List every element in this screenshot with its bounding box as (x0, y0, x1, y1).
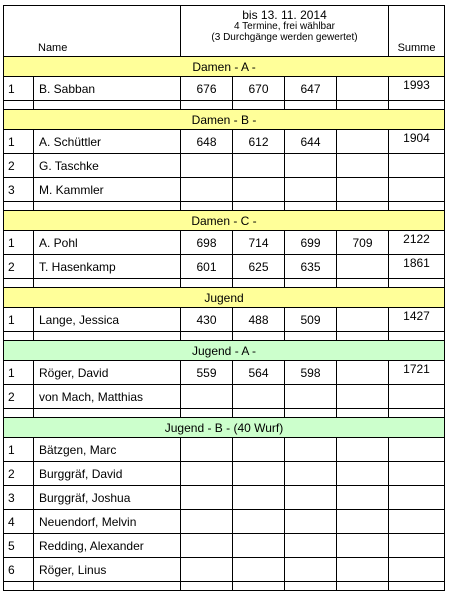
section-header-row (4, 110, 445, 130)
score-cell (233, 558, 285, 582)
sum-cell (389, 510, 445, 534)
score-cell: 698 (181, 231, 233, 255)
table-row (4, 361, 445, 385)
spacer-row (4, 279, 445, 288)
spacer-row (4, 409, 445, 418)
rank-cell: 1 (4, 361, 34, 385)
score-cell: 644 (285, 130, 337, 154)
name-cell: Neuendorf, Melvin (34, 510, 181, 534)
sum-cell: 2122 (389, 231, 445, 255)
rank-cell: 1 (4, 77, 34, 101)
sum-cell: 1721 (389, 361, 445, 385)
spacer-cell (389, 409, 445, 418)
score-cell: 647 (285, 77, 337, 101)
score-cell (337, 462, 389, 486)
spacer-cell (285, 202, 337, 211)
score-cell: 598 (285, 361, 337, 385)
rank-cell: 1 (4, 231, 34, 255)
rank-cell: 1 (4, 308, 34, 332)
sum-cell (389, 178, 445, 202)
section-header-row (4, 418, 445, 438)
score-cell (181, 510, 233, 534)
sum-cell: 1861 (389, 255, 445, 279)
score-cell (337, 534, 389, 558)
rank-cell: 2 (4, 255, 34, 279)
spacer-cell (389, 202, 445, 211)
sum-cell (389, 438, 445, 462)
sum-header: Summe (389, 6, 445, 57)
score-cell (285, 385, 337, 409)
name-cell: von Mach, Matthias (34, 385, 181, 409)
spacer-cell (233, 409, 285, 418)
score-cell (337, 308, 389, 332)
score-cell (337, 438, 389, 462)
score-cell (233, 385, 285, 409)
sum-cell (389, 558, 445, 582)
spacer-cell (389, 279, 445, 288)
name-cell: B. Sabban (34, 77, 181, 101)
score-cell (233, 486, 285, 510)
sum-cell (389, 154, 445, 178)
section-title: Jugend - B - (40 Wurf) (4, 418, 445, 438)
score-cell (181, 462, 233, 486)
name-cell: G. Taschke (34, 154, 181, 178)
sum-cell: 1904 (389, 130, 445, 154)
spacer-cell (233, 101, 285, 110)
name-cell: Burggräf, David (34, 462, 181, 486)
score-cell (181, 438, 233, 462)
score-cell: 625 (233, 255, 285, 279)
spacer-cell (285, 409, 337, 418)
spacer-cell (285, 101, 337, 110)
spacer-cell (389, 101, 445, 110)
section-title: Damen - A - (4, 57, 445, 77)
rank-cell: 3 (4, 178, 34, 202)
spacer-cell (34, 202, 181, 211)
rank-cell: 2 (4, 462, 34, 486)
spacer-cell (181, 202, 233, 211)
name-cell: Bätzgen, Marc (34, 438, 181, 462)
header-row (4, 6, 445, 57)
score-cell: 564 (233, 361, 285, 385)
spacer-row (4, 582, 445, 591)
score-cell (233, 462, 285, 486)
spacer-cell (4, 582, 34, 591)
spacer-cell (337, 582, 389, 591)
spacer-cell (34, 279, 181, 288)
table-row (4, 486, 445, 510)
score-cell (181, 534, 233, 558)
spacer-cell (4, 332, 34, 341)
spacer-cell (4, 101, 34, 110)
spacer-row (4, 202, 445, 211)
score-cell (285, 558, 337, 582)
name-cell: Röger, David (34, 361, 181, 385)
rank-cell: 4 (4, 510, 34, 534)
spacer-cell (4, 202, 34, 211)
name-cell: A. Schüttler (34, 130, 181, 154)
score-cell: 488 (233, 308, 285, 332)
name-cell: A. Pohl (34, 231, 181, 255)
score-cell: 676 (181, 77, 233, 101)
rank-cell: 2 (4, 154, 34, 178)
spacer-cell (34, 332, 181, 341)
spacer-cell (181, 332, 233, 341)
spacer-cell (285, 332, 337, 341)
section-title: Jugend - A - (4, 341, 445, 361)
score-cell (181, 154, 233, 178)
score-cell (181, 486, 233, 510)
score-cell (337, 510, 389, 534)
score-cell (285, 154, 337, 178)
score-cell (337, 154, 389, 178)
sum-cell (389, 534, 445, 558)
rank-cell: 1 (4, 130, 34, 154)
score-cell (233, 438, 285, 462)
score-cell (233, 510, 285, 534)
spacer-cell (34, 101, 181, 110)
spacer-cell (34, 409, 181, 418)
score-cell (337, 361, 389, 385)
score-cell (285, 534, 337, 558)
score-cell (337, 130, 389, 154)
table-row (4, 438, 445, 462)
spacer-cell (233, 202, 285, 211)
terms-label: 4 Termine, frei wählbar (234, 21, 335, 32)
score-cell: 648 (181, 130, 233, 154)
score-cell: 699 (285, 231, 337, 255)
score-cell: 635 (285, 255, 337, 279)
spacer-cell (285, 279, 337, 288)
spacer-cell (181, 409, 233, 418)
table-row (4, 255, 445, 279)
score-cell (337, 558, 389, 582)
table-row (4, 462, 445, 486)
rule-label: (3 Durchgänge werden gewertet) (211, 32, 358, 43)
score-cell: 430 (181, 308, 233, 332)
score-cell (181, 558, 233, 582)
score-cell (285, 486, 337, 510)
sum-cell: 1993 (389, 77, 445, 101)
score-cell (337, 178, 389, 202)
spacer-row (4, 101, 445, 110)
section-title: Jugend (4, 288, 445, 308)
spacer-row (4, 332, 445, 341)
spacer-cell (233, 582, 285, 591)
spacer-cell (181, 582, 233, 591)
table-row (4, 154, 445, 178)
score-cell: 601 (181, 255, 233, 279)
score-cell (181, 178, 233, 202)
rank-cell: 3 (4, 486, 34, 510)
spacer-cell (181, 101, 233, 110)
score-cell: 709 (337, 231, 389, 255)
results-table (3, 5, 445, 591)
score-cell (285, 462, 337, 486)
table-row (4, 558, 445, 582)
name-cell: M. Kammler (34, 178, 181, 202)
score-cell (233, 534, 285, 558)
score-cell: 670 (233, 77, 285, 101)
section-header-row (4, 341, 445, 361)
name-cell: T. Hasenkamp (34, 255, 181, 279)
rank-cell: 5 (4, 534, 34, 558)
table-row (4, 510, 445, 534)
score-cell (337, 385, 389, 409)
table-row (4, 534, 445, 558)
table-row (4, 77, 445, 101)
spacer-cell (4, 409, 34, 418)
section-header-row (4, 57, 445, 77)
spacer-cell (337, 279, 389, 288)
score-cell (337, 77, 389, 101)
table-row (4, 130, 445, 154)
table-row (4, 178, 445, 202)
table-row (4, 385, 445, 409)
spacer-cell (389, 332, 445, 341)
spacer-cell (337, 202, 389, 211)
rank-cell: 6 (4, 558, 34, 582)
spacer-cell (285, 582, 337, 591)
name-cell: Röger, Linus (34, 558, 181, 582)
sum-cell (389, 385, 445, 409)
section-title: Damen - C - (4, 211, 445, 231)
name-cell: Redding, Alexander (34, 534, 181, 558)
spacer-cell (181, 279, 233, 288)
spacer-cell (337, 101, 389, 110)
section-header-row (4, 288, 445, 308)
table-row (4, 308, 445, 332)
score-cell: 714 (233, 231, 285, 255)
spacer-cell (34, 582, 181, 591)
score-cell (285, 510, 337, 534)
score-cell (285, 438, 337, 462)
score-cell (285, 178, 337, 202)
sum-cell (389, 486, 445, 510)
spacer-cell (233, 279, 285, 288)
score-cell: 559 (181, 361, 233, 385)
score-cell (181, 385, 233, 409)
date-label: bis 13. 11. 2014 (242, 8, 327, 22)
date-info-header (181, 6, 389, 57)
sum-cell: 1427 (389, 308, 445, 332)
score-cell (233, 154, 285, 178)
spacer-cell (337, 409, 389, 418)
spacer-cell (337, 332, 389, 341)
score-cell (337, 255, 389, 279)
spacer-cell (233, 332, 285, 341)
rank-cell: 2 (4, 385, 34, 409)
name-cell: Lange, Jessica (34, 308, 181, 332)
sum-cell (389, 462, 445, 486)
section-header-row (4, 211, 445, 231)
table-row (4, 231, 445, 255)
section-title: Damen - B - (4, 110, 445, 130)
score-cell (337, 486, 389, 510)
score-cell: 612 (233, 130, 285, 154)
name-cell: Burggräf, Joshua (34, 486, 181, 510)
spacer-cell (4, 279, 34, 288)
score-cell (233, 178, 285, 202)
rank-cell: 1 (4, 438, 34, 462)
spacer-cell (389, 582, 445, 591)
score-cell: 509 (285, 308, 337, 332)
name-header: Name (4, 6, 181, 57)
